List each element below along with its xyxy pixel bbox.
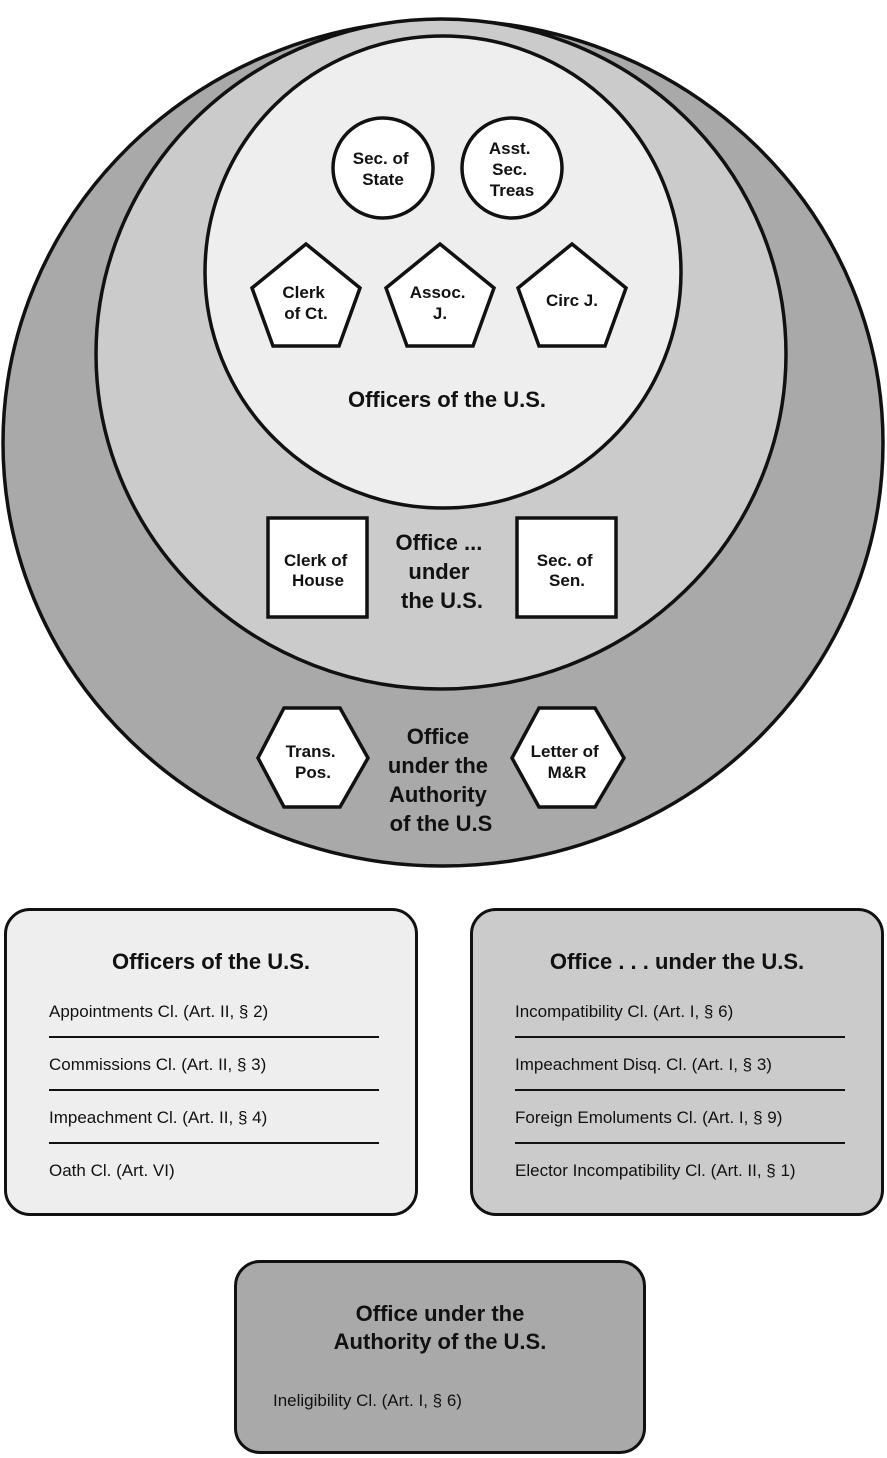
office-under-authority-title-line: Office under the: [355, 1301, 525, 1326]
officers-of-us-box: [4, 908, 418, 1216]
circle-sec-of-state: [333, 118, 433, 218]
clause-item: Elector Incompatibility Cl. (Art. II, § 1): [515, 1161, 796, 1180]
clause-item: Appointments Cl. (Art. II, § 2): [49, 985, 379, 1038]
office-under-us-clause-list: [515, 985, 845, 1197]
office-under-authority-clause-list: [273, 1374, 613, 1427]
office-under-authority-box: [234, 1260, 646, 1454]
office-under-us-box-title: Office . . . under the U.S.: [549, 949, 805, 974]
office-under-authority-box-title: [237, 1300, 643, 1356]
pentagon-clerk-of-ct-label: Clerk of Ct.: [282, 283, 328, 323]
clause-item: Commissions Cl. (Art. II, § 3): [49, 1038, 379, 1091]
officers-of-us-clause-list: [49, 985, 379, 1197]
square-sec-of-sen-label: Sec. of Sen.: [536, 551, 593, 590]
circle-asst-sec-treas-label: Asst. Sec. Treas: [488, 139, 535, 200]
clause-item: Ineligibility Cl. (Art. I, § 6): [273, 1391, 462, 1410]
outer-ring-label: Office under the Authority of the U.S: [387, 724, 493, 836]
clause-item: Incompatibility Cl. (Art. I, § 6): [515, 985, 845, 1038]
clause-item: Oath Cl. (Art. VI): [49, 1161, 175, 1180]
pentagon-assoc-j-label: Assoc. J.: [409, 283, 466, 323]
hexagon-trans-pos-label: Trans. Pos.: [285, 742, 336, 782]
office-under-us-box: [470, 908, 884, 1216]
clause-item: Impeachment Disq. Cl. (Art. I, § 3): [515, 1038, 845, 1091]
inner-ring-label: Officers of the U.S.: [347, 387, 547, 412]
clause-item: Impeachment Cl. (Art. II, § 4): [49, 1091, 379, 1144]
hexagon-letter-of-mr-label: Letter of M&R: [530, 742, 599, 782]
circle-sec-of-state-label: Sec. of State: [352, 149, 409, 189]
clause-item: Foreign Emoluments Cl. (Art. I, § 9): [515, 1091, 845, 1144]
office-under-authority-title-line: Authority of the U.S.: [333, 1329, 547, 1354]
square-clerk-of-house-label: Clerk of House: [283, 551, 348, 590]
middle-ring-label: Office ... under the U.S.: [395, 530, 483, 613]
pentagon-circ-j-label: Circ J.: [546, 291, 598, 310]
officers-of-us-box-title: Officers of the U.S.: [111, 949, 311, 974]
